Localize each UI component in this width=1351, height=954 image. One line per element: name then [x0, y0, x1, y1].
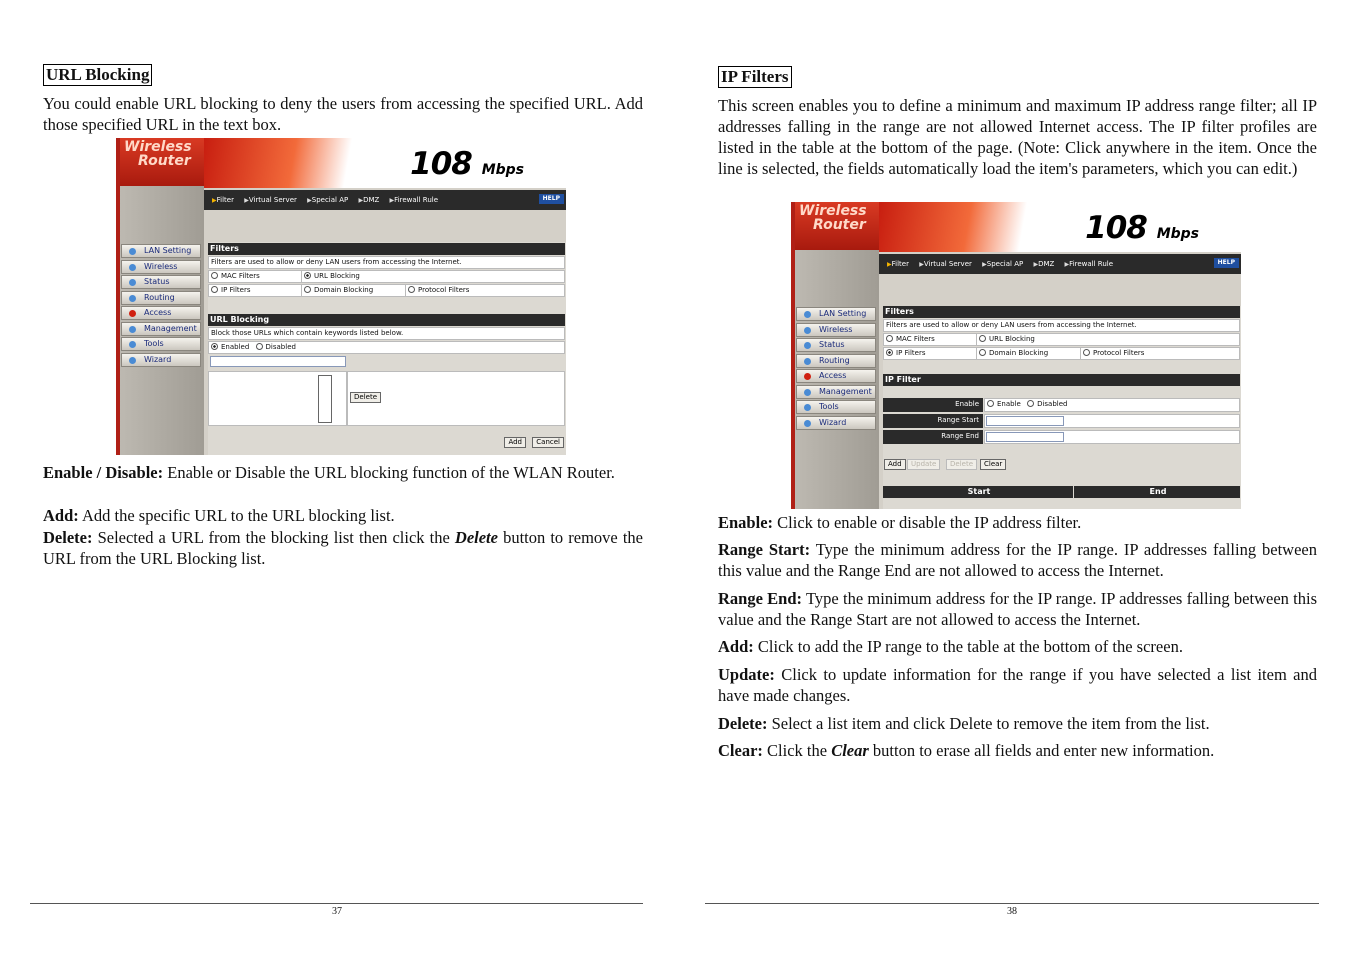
radio-url[interactable] [304, 272, 311, 279]
filters-row-2: IP Filters Domain Blocking Protocol Filters [208, 284, 565, 297]
menu-management[interactable]: Management [121, 322, 201, 336]
help-button[interactable]: HELP [539, 194, 564, 204]
add-button[interactable]: Add [504, 437, 526, 448]
nav-firewall-rule[interactable]: ▶ Firewall Rule [390, 196, 438, 204]
range-start-row [984, 414, 1240, 428]
section-heading-url-blocking: URL Blocking [43, 64, 152, 86]
banner [879, 202, 1241, 252]
desc-add: Add: Add the specific URL to the URL blocking list. [43, 506, 395, 525]
delete-button[interactable]: Delete [946, 459, 977, 470]
table-header-start: Start [883, 486, 1073, 498]
router-logo: Wireless Router [795, 202, 879, 250]
menu-wizard[interactable]: Wizard [796, 416, 876, 430]
top-nav [204, 190, 566, 210]
desc-add: Add: Click to add the IP range to the table at the bottom of the screen. [718, 637, 1183, 656]
menu-access[interactable]: Access [121, 306, 201, 320]
banner [204, 138, 566, 188]
delete-button[interactable]: Delete [350, 392, 381, 403]
radio-disabled[interactable] [256, 343, 263, 350]
filters-row-1: MAC Filters URL Blocking [883, 333, 1240, 346]
radio-protocol[interactable] [1083, 349, 1090, 356]
nav-dmz[interactable]: ▶ DMZ [1033, 260, 1054, 268]
desc-delete: Delete: Selected a URL from the blocking list then click the Delete button to remove the URL from the URL Blocking list. [43, 528, 643, 568]
menu-status[interactable]: Status [121, 275, 201, 289]
page-number: 38 [1007, 906, 1017, 917]
nav-virtual-server[interactable]: ▶ Virtual Server [244, 196, 297, 204]
menu-wireless[interactable]: Wireless [796, 323, 876, 337]
filters-title: Filters [208, 243, 565, 255]
ip-filters-intro: This screen enables you to define a minimum and maximum IP address range filter; all IP addresses falling in the range are not allowed Internet access. The IP filter profiles are listed in the table at the bottom of the page. (Note: Click anywhere in the item. Once the line is selected, the fields automatically load the item's parameters, which you can edit.) [718, 96, 1317, 178]
url-blocking-intro: You could enable URL blocking to deny the users from accessing the specified URL. Add those specified URL in the text box. [43, 94, 643, 134]
router-logo: Wireless Router [120, 138, 204, 186]
url-enable-row: Enabled Disabled [208, 341, 565, 354]
help-button[interactable]: HELP [1214, 258, 1239, 268]
desc-update: Update: Click to update information for the range if you have selected a list item and have made changes. [718, 665, 1317, 705]
menu-wireless[interactable]: Wireless [121, 260, 201, 274]
clear-button[interactable]: Clear [980, 459, 1006, 470]
menu-routing[interactable]: Routing [796, 354, 876, 368]
content-area [883, 306, 1241, 509]
radio-enable[interactable] [987, 400, 994, 407]
range-start-label: Range Start [883, 414, 983, 428]
nav-filter[interactable]: ▶ Filter [887, 260, 909, 268]
range-end-input[interactable] [986, 432, 1064, 442]
nav-firewall-rule[interactable]: ▶ Firewall Rule [1065, 260, 1113, 268]
menu-lan-setting[interactable]: LAN Setting [796, 307, 876, 321]
update-button[interactable]: Update [907, 459, 940, 470]
filters-row-2: IP Filters Domain Blocking Protocol Filters [883, 347, 1240, 360]
filters-row-1: MAC Filters URL Blocking [208, 270, 565, 283]
url-input[interactable] [210, 356, 346, 367]
radio-domain[interactable] [304, 286, 311, 293]
speed-badge: 108 Mbps [410, 146, 524, 182]
radio-domain[interactable] [979, 349, 986, 356]
radio-mac[interactable] [886, 335, 893, 342]
radio-mac[interactable] [211, 272, 218, 279]
right-page [675, 0, 1351, 954]
desc-range-start: Range Start: Type the minimum address for the IP range. IP addresses falling between this value and the Range End are not allowed to access the Internet. [718, 540, 1317, 580]
enable-label: Enable [883, 398, 983, 412]
enable-row: Enable Disabled [984, 398, 1240, 412]
menu-access[interactable]: Access [796, 369, 876, 383]
speed-badge: 108 Mbps [1085, 210, 1199, 246]
ip-filter-title: IP Filter [883, 374, 1240, 386]
left-page [0, 0, 675, 954]
section-heading-ip-filters: IP Filters [718, 66, 792, 88]
desc-clear: Clear: Click the Clear button to erase all fields and enter new information. [718, 741, 1215, 760]
ip-filter-screenshot [791, 202, 1241, 509]
add-button[interactable]: Add [884, 459, 906, 470]
url-blocking-desc: Block those URLs which contain keywords listed below. [208, 327, 565, 340]
nav-special-ap[interactable]: ▶ Special AP [982, 260, 1023, 268]
side-menu [121, 244, 201, 368]
menu-status[interactable]: Status [796, 338, 876, 352]
side-menu [796, 307, 876, 431]
desc-enable: Enable: Click to enable or disable the IP address filter. [718, 513, 1082, 532]
url-blocking-screenshot [116, 138, 566, 455]
range-end-row [984, 430, 1240, 444]
filters-desc: Filters are used to allow or deny LAN users from accessing the Internet. [883, 319, 1240, 332]
menu-management[interactable]: Management [796, 385, 876, 399]
top-nav [879, 254, 1241, 274]
menu-lan-setting[interactable]: LAN Setting [121, 244, 201, 258]
desc-enable-disable: Enable / Disable: Enable or Disable the URL blocking function of the WLAN Router. [43, 463, 615, 482]
table-header-end: End [1074, 486, 1240, 498]
delete-panel [347, 371, 565, 426]
url-list[interactable] [318, 375, 332, 423]
nav-dmz[interactable]: ▶ DMZ [358, 196, 379, 204]
footer-rule [30, 903, 643, 904]
menu-wizard[interactable]: Wizard [121, 353, 201, 367]
radio-url[interactable] [979, 335, 986, 342]
footer-rule [705, 903, 1319, 904]
radio-disable[interactable] [1027, 400, 1034, 407]
range-start-input[interactable] [986, 416, 1064, 426]
range-end-label: Range End [883, 430, 983, 444]
nav-filter[interactable]: ▶ Filter [212, 196, 234, 204]
nav-special-ap[interactable]: ▶ Special AP [307, 196, 348, 204]
desc-delete: Delete: Select a list item and click Delete to remove the item from the list. [718, 714, 1210, 733]
radio-protocol[interactable] [408, 286, 415, 293]
filters-desc: Filters are used to allow or deny LAN users from accessing the Internet. [208, 256, 565, 269]
radio-ip[interactable] [211, 286, 218, 293]
radio-ip[interactable] [886, 349, 893, 356]
menu-tools[interactable]: Tools [796, 400, 876, 414]
url-blocking-title: URL Blocking [208, 314, 565, 326]
content-area [208, 242, 566, 455]
url-list-panel [208, 371, 347, 426]
menu-tools[interactable]: Tools [121, 337, 201, 351]
desc-range-end: Range End: Type the minimum address for the IP range. IP addresses falling between this value and the Range Start are not allowed to access the Internet. [718, 589, 1317, 629]
menu-routing[interactable]: Routing [121, 291, 201, 305]
page-number: 37 [332, 906, 342, 917]
nav-virtual-server[interactable]: ▶ Virtual Server [919, 260, 972, 268]
cancel-button[interactable]: Cancel [532, 437, 564, 448]
filters-title: Filters [883, 306, 1240, 318]
radio-enabled[interactable] [211, 343, 218, 350]
